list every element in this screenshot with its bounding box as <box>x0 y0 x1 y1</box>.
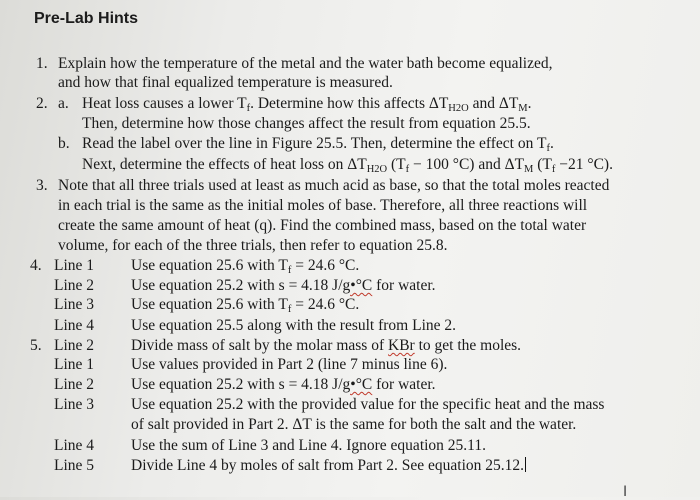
item-2b-line-1: Read the label over the line in Figure 25.5. Then, determine the effect on Tf. <box>82 135 554 154</box>
item-2-number: 2. <box>36 95 48 112</box>
item-5-row-3-text: Use equation 25.2 with s = 4.18 J/g•°C for water. <box>131 376 436 393</box>
page-title: Pre-Lab Hints <box>34 10 139 27</box>
item-5-row-1-text: Divide mass of salt by the molar mass of KBr to get the moles. <box>131 337 522 354</box>
item-4-row-4-label: Line 4 <box>54 317 95 334</box>
item-3-line-4: volume, for each of the three trials, then refer to equation 25.8. <box>58 237 448 254</box>
item-5-row-6-label: Line 4 <box>54 437 95 454</box>
item-4-row-4-text: Use equation 25.5 along with the result from Line 2. <box>131 317 457 334</box>
item-4-row-1-text: Use equation 25.6 with Tf = 24.6 °C. <box>131 257 360 276</box>
item-5-row-6-text: Use the sum of Line 3 and Line 4. Ignore equation 25.11. <box>131 437 486 454</box>
item-3-line-1: Note that all three trials used at least as much acid as base, so that the total moles reacted <box>58 177 610 194</box>
item-4-row-3-text: Use equation 25.6 with Tf = 24.6 °C. <box>131 296 360 315</box>
item-3-line-2: in each trial is the same as the initial moles of base. Therefore, all three reactions will <box>58 197 588 214</box>
item-3-number: 3. <box>36 177 48 194</box>
item-4-row-2-label: Line 2 <box>54 277 95 294</box>
item-4-row-2-text: Use equation 25.2 with s = 4.18 J/g•°C for water. <box>131 277 436 294</box>
ibeam-cursor-icon: I <box>623 484 628 500</box>
item-1-number: 1. <box>36 55 48 72</box>
item-5-row-5-text: of salt provided in Part 2. ΔT is the same for both the salt and the water. <box>131 416 577 433</box>
item-4-number: 4. <box>30 257 42 274</box>
item-5-row-7-label: Line 5 <box>54 457 95 474</box>
item-2a-line-1: Heat loss causes a lower Tf. Determine how this affects ΔTH2O and ΔTM. <box>82 95 532 114</box>
item-5-row-4-label: Line 3 <box>54 396 95 413</box>
item-5-row-3-label: Line 2 <box>54 376 95 393</box>
item-4-row-1-label: Line 1 <box>54 257 95 274</box>
item-4-row-3-label: Line 3 <box>54 296 95 313</box>
item-5-row-2-text: Use values provided in Part 2 (line 7 minus line 6). <box>131 356 448 373</box>
item-5-row-2-label: Line 1 <box>54 356 95 373</box>
item-3-line-3: create the same amount of heat (q). Find the combined mass, based on the total water <box>58 217 587 234</box>
item-2a-line-2: Then, determine how those changes affect the result from equation 25.5. <box>82 115 531 132</box>
item-5-row-1-label: Line 2 <box>54 337 95 354</box>
item-1-line-1: Explain how the temperature of the metal and the water bath become equalized, <box>58 55 553 72</box>
item-2b-label: b. <box>58 135 70 152</box>
item-2b-line-2: Next, determine the effects of heat loss on ΔTH2O (Tf − 100 °C) and ΔTM (Tf −21 °C). <box>82 156 613 175</box>
item-5-row-4-text: Use equation 25.2 with the provided value for the specific heat and the mass <box>131 396 605 413</box>
item-2a-label: a. <box>58 95 69 112</box>
item-1-line-2: and how that final equalized temperature is measured. <box>58 74 393 91</box>
item-5-number: 5. <box>30 337 42 354</box>
item-5-row-7-text[interactable]: Divide Line 4 by moles of salt from Part 2. See equation 25.12. <box>131 457 525 474</box>
text-cursor <box>525 457 526 472</box>
